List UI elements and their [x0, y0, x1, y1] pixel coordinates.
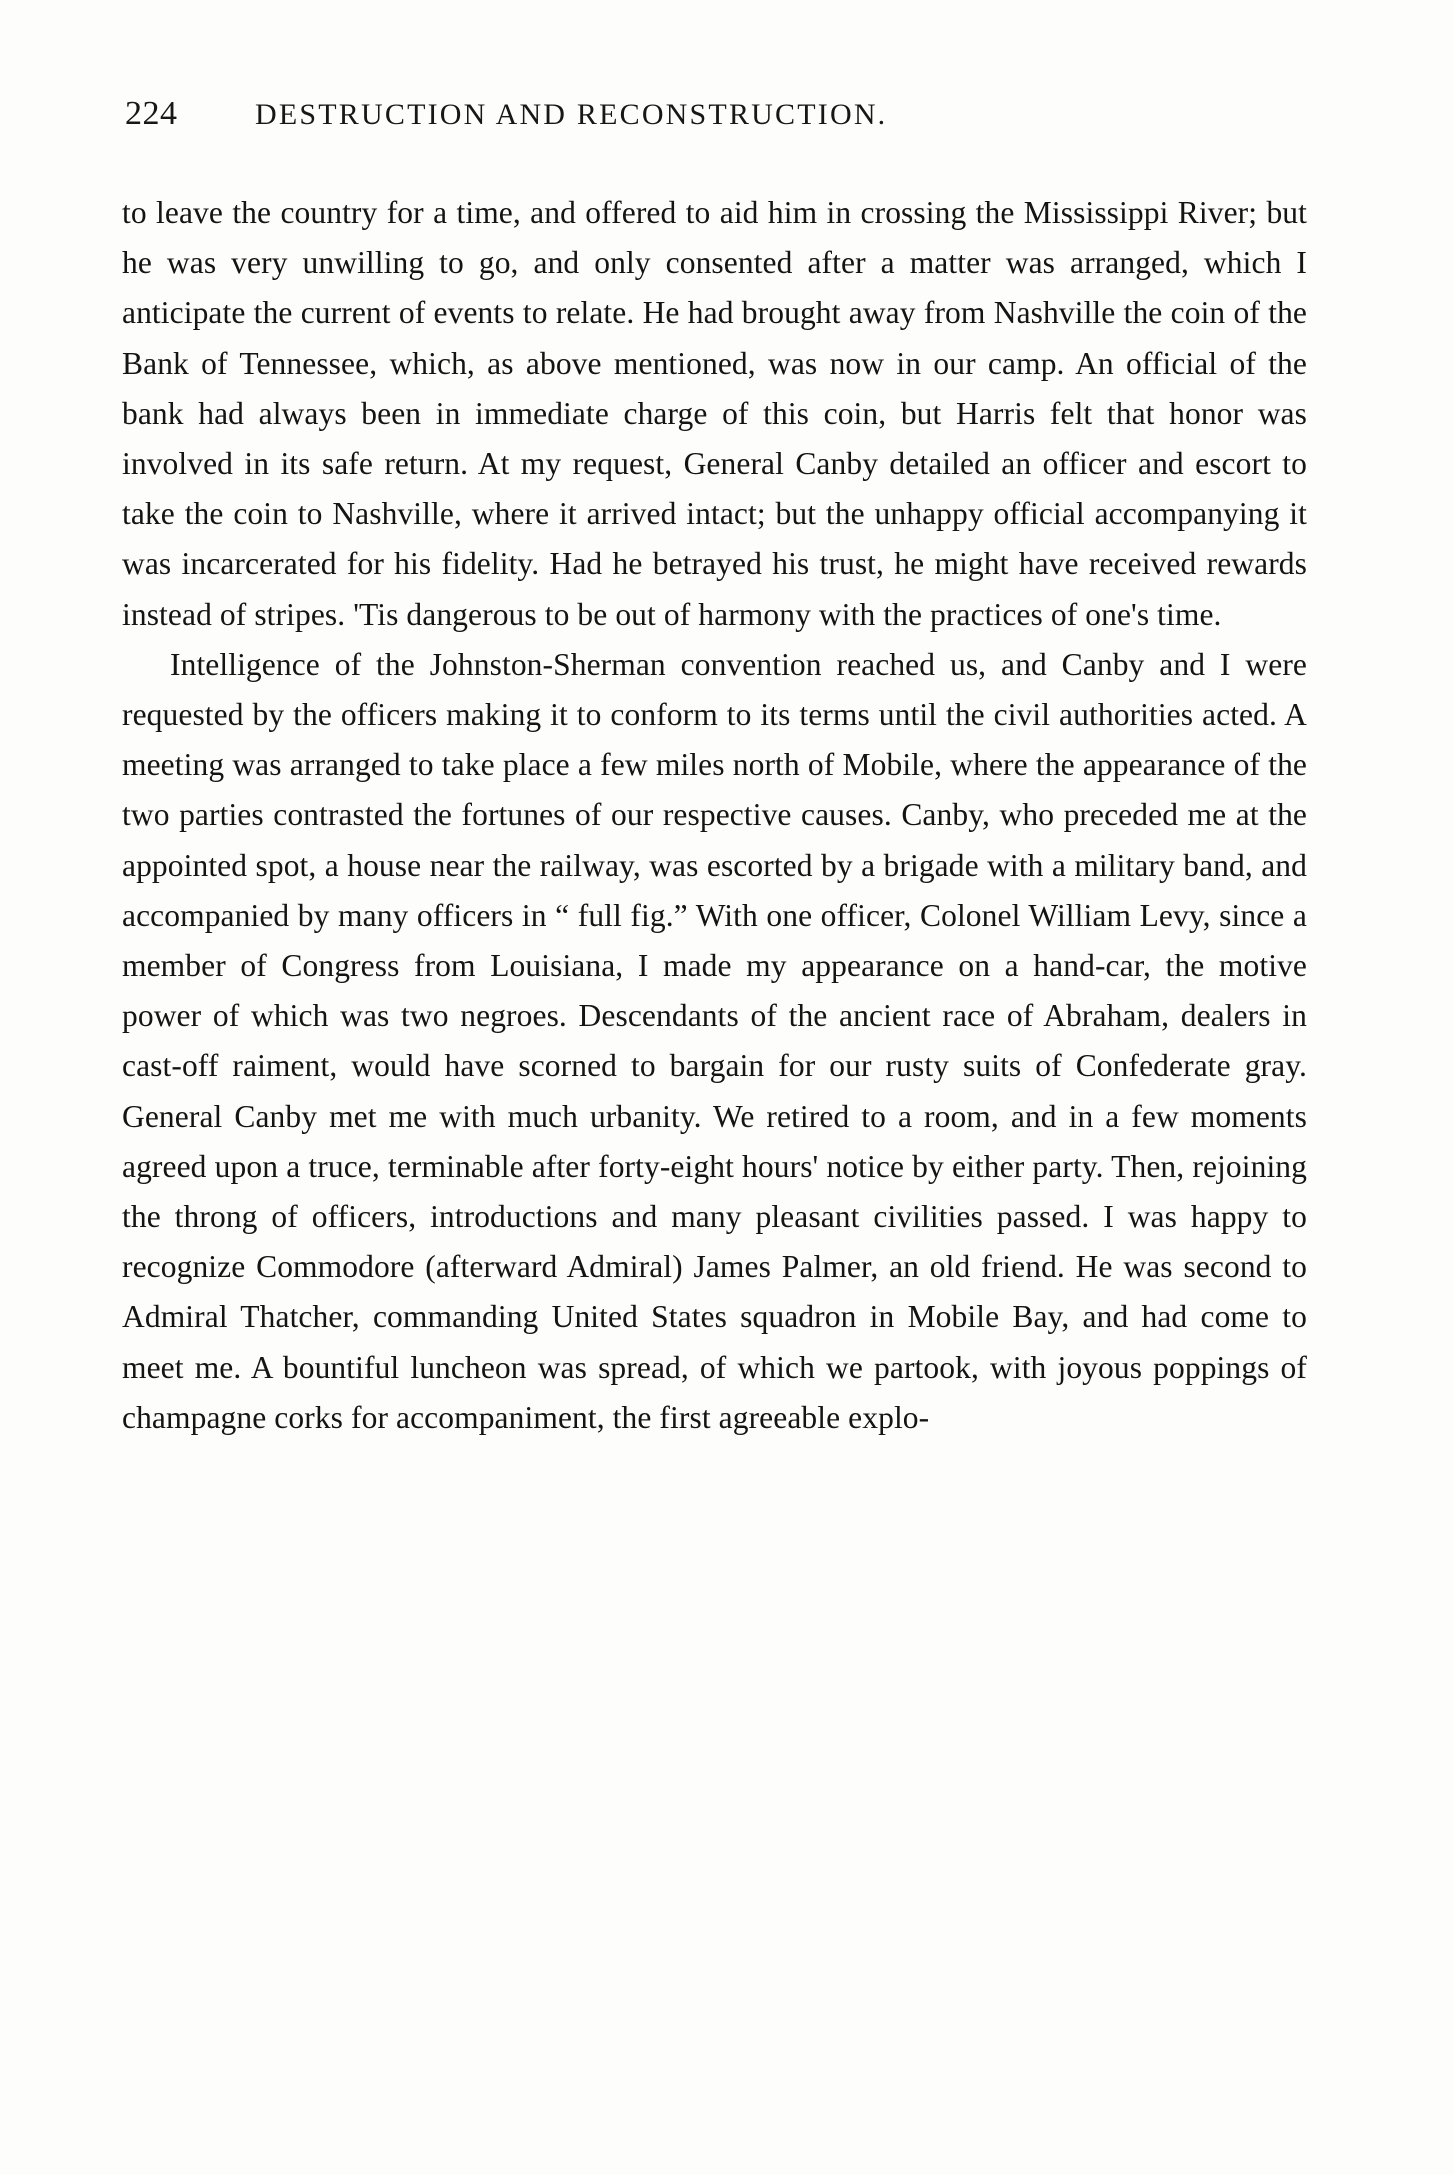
paragraph-1: to leave the country for a time, and offered to aid him in crossing the Mississippi River; but he was very unwilling to go, and only consented after a matter was arranged, which I anticipate the current of events to relate. He had brought away from Nashville the coin of the Bank of Tennessee, which, as above mentioned, was now in our camp. An official of the bank had always been in immediate charge of this coin, but Harris felt that honor was involved in its safe return. At my request, General Canby detailed an officer and escort to take the coin to Nashville, where it arrived intact; but the unhappy official accompanying it was incarcerated for his fidelity. Had he betrayed his trust, he might have received rewards instead of stripes. 'Tis dangerous to be out of harmony with the practices of one's time. [122, 195, 1307, 632]
page-number: 224 [125, 95, 178, 132]
page-header [125, 95, 1315, 141]
paragraph-2: Intelligence of the Johnston-Sherman convention reached us, and Canby and I were requested by the officers making it to conform to its terms until the civil authorities acted. A meeting was arranged to take place a few miles north of Mobile, where the appearance of the two parties contrasted the fortunes of our respective causes. Canby, who preceded me at the appointed spot, a house near the railway, was escorted by a brigade with a military band, and accompanied by many officers in “ full fig.” With one officer, Colonel William Levy, since a member of Congress from Louisiana, I made my appearance on a hand-car, the motive power of which was two negroes. Descendants of the ancient race of Abraham, dealers in cast-off raiment, would have scorned to bargain for our rusty suits of Confederate gray. General Canby met me with much urbanity. We retired to a room, and in a few moments agreed upon a truce, terminable after forty-eight hours' notice by either party. Then, rejoining the throng of officers, introductions and many pleasant civilities passed. I was happy to recognize Commodore (afterward Admiral) James Palmer, an old friend. He was second to Admiral Thatcher, commanding United States squadron in Mobile Bay, and had come to meet me. A bountiful luncheon was spread, of which we partook, with joyous poppings of champagne corks for accompaniment, the first agreeable explo- [122, 646, 1307, 1435]
body-text [122, 188, 1307, 1443]
running-head: DESTRUCTION AND RECONSTRUCTION. [255, 98, 888, 131]
